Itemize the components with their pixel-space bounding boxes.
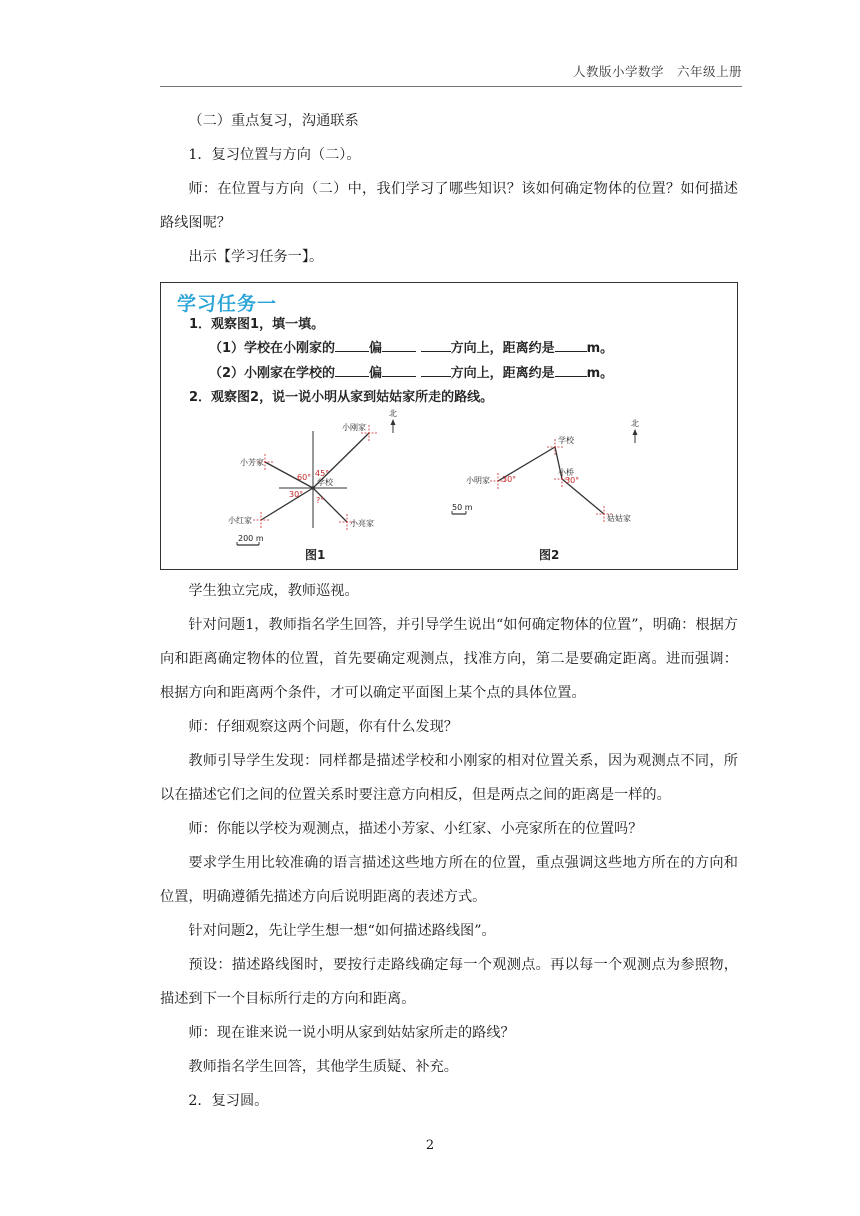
fig2-scale-label: 50 m xyxy=(452,503,473,512)
paragraph: 师：你能以学校为观测点，描述小芳家、小红家、小亮家所在的位置吗？ xyxy=(188,821,643,837)
q1a-text-2: 偏 xyxy=(369,341,383,356)
fig2-angle-a: 30° xyxy=(502,475,517,484)
paragraph: 针对问题2，先让学生想一想“如何描述路线图”。 xyxy=(188,923,496,939)
q1a-text-1: （1）学校在小刚家的 xyxy=(209,341,336,356)
q1a-text-4: m。 xyxy=(586,341,614,356)
learning-task-box xyxy=(160,282,738,570)
task-question-1: 1．观察图1，填一填。 xyxy=(189,317,325,332)
figure-2 xyxy=(452,418,639,562)
header-rule xyxy=(160,86,742,87)
fig2-xiaoming-label: 小明家 xyxy=(466,476,490,485)
subsection-heading: 2．复习圆。 xyxy=(188,1093,269,1109)
task-question-2: 2．观察图2，说一说小明从家到姑姑家所走的路线。 xyxy=(189,390,494,405)
fig1-angle-45: 45° xyxy=(315,469,330,478)
fig2-school-label: 学校 xyxy=(558,436,574,445)
q1a-text-3: 方向上，距离约是 xyxy=(450,341,555,356)
paragraph: 师：现在谁来说一说小明从家到姑姑家所走的路线？ xyxy=(188,1025,515,1041)
paragraph: 要求学生用比较准确的语言描述这些地方所在的位置，重点强调这些地方所在的方向和位置，明确遵循先描述方向后说明距离的表述方式。 xyxy=(160,855,738,905)
paragraph: 出示【学习任务一】。 xyxy=(188,249,324,265)
fig1-xiaogang-label: 小刚家 xyxy=(342,423,366,432)
fig2-angle-b: 30° xyxy=(565,476,580,485)
q1b-text-3: 方向上，距离约是 xyxy=(450,366,555,381)
paragraph: 针对问题1，教师指名学生回答，并引导学生说出“如何确定物体的位置”，明确：根据方向和距离确定物体的位置，首先要确定观测点，找准方向，第二是要确定距离。进而强调：根据方向和距离两个条件，才可以确定平面图上某个点的具体位置。 xyxy=(160,617,738,701)
fig2-caption: 图2 xyxy=(539,548,560,562)
fig2-bridge-label: 小桥 xyxy=(558,468,574,477)
q1b-text-4: m。 xyxy=(586,366,614,381)
paragraph: 师：仔细观察这两个问题，你有什么发现？ xyxy=(188,719,458,735)
paragraph: 师：在位置与方向（二）中，我们学习了哪些知识？该如何确定物体的位置？如何描述路线图呢？ xyxy=(160,181,738,231)
fig2-north-label: 北 xyxy=(631,419,639,428)
fig1-angle-60: 60° xyxy=(297,473,312,482)
task-title: 学习任务一 xyxy=(177,293,278,315)
fig1-angle-unknown: ?° xyxy=(316,496,325,505)
page-header: 人教版小学数学 六年级上册 xyxy=(572,64,742,79)
fig1-caption: 图1 xyxy=(305,548,326,562)
document-body xyxy=(160,104,738,1118)
paragraph: 学生独立完成，教师巡视。 xyxy=(188,583,359,599)
fig2-aunt-label: 姑姑家 xyxy=(607,514,631,523)
paragraph: 预设：描述路线图时，要按行走路线确定每一个观测点。再以每一个观测点为参照物，描述到下一个目标所行走的方向和距离。 xyxy=(160,957,738,1007)
task-figures xyxy=(161,283,738,569)
fig1-north-label: 北 xyxy=(389,409,397,418)
paragraph: 教师引导学生发现：同样都是描述学校和小刚家的相对位置关系，因为观测点不同，所以在描述它们之间的位置关系时要注意方向相反，但是两点之间的距离是一样的。 xyxy=(160,753,738,803)
paragraph: 教师指名学生回答，其他学生质疑、补充。 xyxy=(188,1059,458,1075)
q1b-text-2: 偏 xyxy=(369,366,383,381)
fig1-xiaoliang-label: 小亮家 xyxy=(350,519,374,528)
q1b-text-1: （2）小刚家在学校的 xyxy=(209,366,336,381)
subsection-heading: 1．复习位置与方向（二）。 xyxy=(188,147,361,163)
page-number: 2 xyxy=(425,1138,435,1153)
fig1-angle-30: 30° xyxy=(289,490,304,499)
section-heading: （二）重点复习，沟通联系 xyxy=(188,113,359,129)
fig1-xiaofang-label: 小芳家 xyxy=(240,458,264,467)
fig1-scale-label: 200 m xyxy=(238,534,264,543)
figure-1 xyxy=(228,408,397,562)
fig1-xiaohong-label: 小红家 xyxy=(228,516,252,525)
fig1-school-label: 学校 xyxy=(317,478,333,487)
